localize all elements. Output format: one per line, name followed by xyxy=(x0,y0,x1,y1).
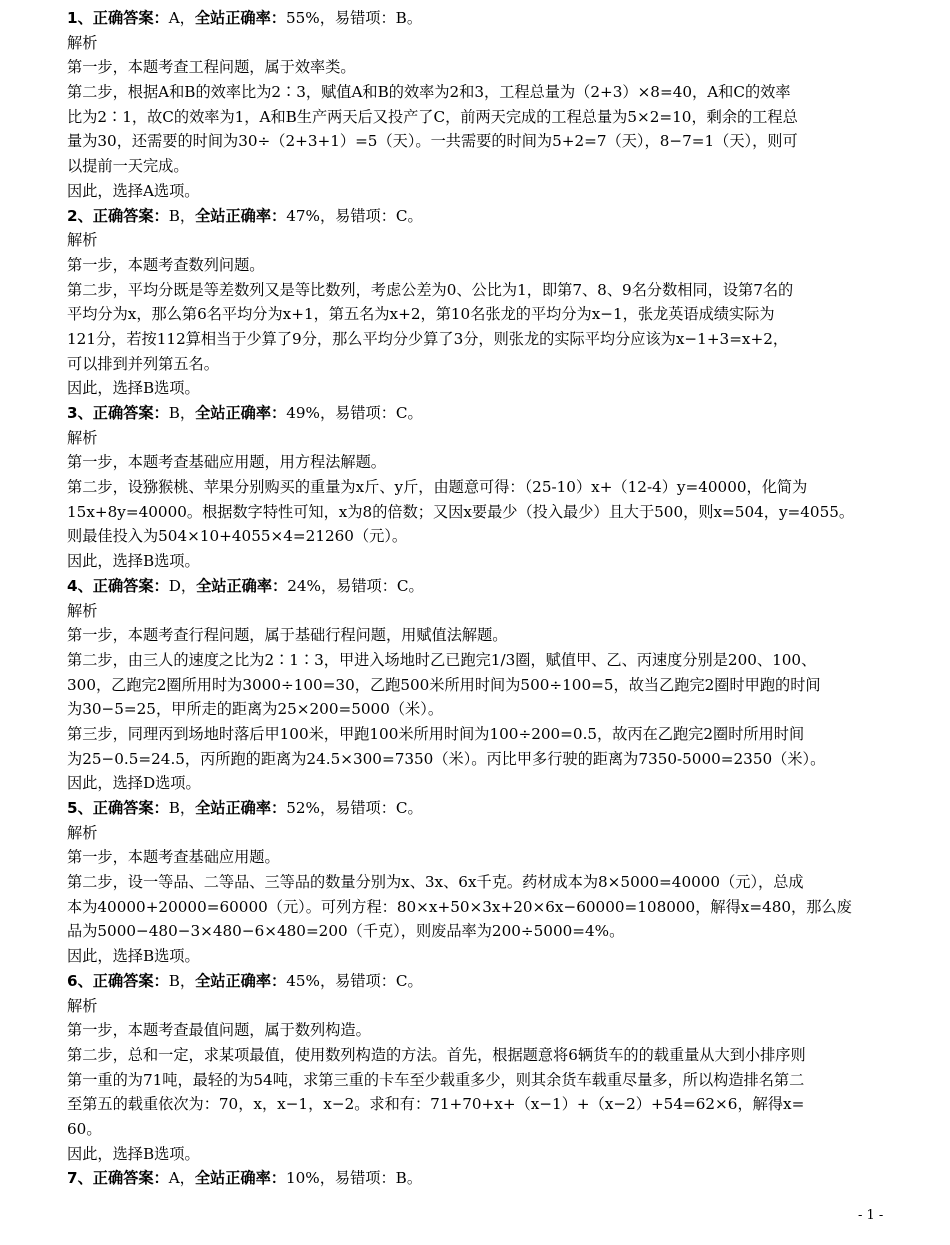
answer-header-label: 全站正确率： xyxy=(194,1169,286,1188)
explanation-line: 为25−0.5=24.5，丙所跑的距离为24.5×300=7350（米）。丙比甲多行驶的距离为7350-5000=2350（米）。 xyxy=(67,749,826,768)
explanation-line: 第二步，平均分既是等差数列又是等比数列，考虑公差为0、公比为1，即第7、8、9名分数相同，设第7名的 xyxy=(67,280,794,299)
answer-header-label: 5、正确答案： xyxy=(67,799,169,817)
explanation-line: 因此，选择B选项。 xyxy=(67,1144,200,1163)
answer-header-value: 45%，易错项：C。 xyxy=(286,971,423,990)
analysis-heading: 解析 xyxy=(67,33,98,52)
explanation-line: 则最佳投入为504×10+4055×4=21260（元）。 xyxy=(67,527,408,546)
analysis-heading: 解析 xyxy=(67,601,98,620)
answer-header-label: 1、正确答案： xyxy=(67,9,169,27)
analysis-heading: 解析 xyxy=(67,428,98,447)
answer-header-label: 2、正确答案： xyxy=(67,206,169,225)
explanation-line: 本为40000+20000=60000（元）。可列方程：80×x+50×3x+20×6x−60000=108000，解得x=480，那么废 xyxy=(67,897,852,916)
answer-header-label: 4、正确答案： xyxy=(67,576,169,595)
explanation-line: 因此，选择D选项。 xyxy=(67,774,201,793)
answer-header-value: B， xyxy=(168,404,196,422)
answer-header-value: 24%，易错项：C。 xyxy=(287,576,424,595)
answer-header xyxy=(67,204,885,229)
explanation-line: 第二步，设猕猴桃、苹果分别购买的重量为x斤、y斤，由题意可得：（25-10）x+（12-4）y=40000，化简为 xyxy=(67,478,808,497)
explanation-line: 第一重的为71吨，最轻的为54吨，求第三重的卡车至少载重多少，则其余货车载重尽量多，所以构造排名第二 xyxy=(67,1070,805,1089)
answer-header-value: B， xyxy=(168,799,196,817)
explanation-line: 121分，若按112算相当于少算了9分，那么平均分少算了3分，则张龙的实际平均分应该为x−1+3=x+2， xyxy=(67,329,789,348)
question-5 xyxy=(67,796,885,969)
answer-header xyxy=(67,401,885,426)
explanation-line: 以提前一天完成。 xyxy=(67,157,189,176)
answer-header-label: 全站正确率： xyxy=(195,206,287,225)
explanation-line: 至第五的载重依次为：70，x，x−1，x−2。求和有：71+70+x+（x−1）+（x−2）+54=62×6，解得x= xyxy=(67,1095,805,1114)
answer-header-value: 52%，易错项：C。 xyxy=(286,799,423,817)
explanation-line: 为30−5=25，甲所走的距离为25×200=5000（米）。 xyxy=(67,700,444,719)
document-body xyxy=(67,6,885,1191)
question-1 xyxy=(67,6,885,204)
answer-header-label: 6、正确答案： xyxy=(67,971,169,990)
answer-header-label: 全站正确率： xyxy=(195,971,287,990)
question-4 xyxy=(67,574,885,796)
explanation-line: 第一步，本题考查行程问题，属于基础行程问题，用赋值法解题。 xyxy=(67,626,508,645)
answer-header-value: 49%，易错项：C。 xyxy=(286,404,423,422)
answer-header-label: 全站正确率： xyxy=(195,799,287,817)
question-2 xyxy=(67,204,885,402)
question-6 xyxy=(67,969,885,1167)
answer-header-value: B， xyxy=(168,971,196,990)
analysis-heading: 解析 xyxy=(67,996,98,1015)
answer-header-value: 47%，易错项：C。 xyxy=(286,206,423,225)
answer-header xyxy=(67,969,885,994)
answer-header xyxy=(67,574,885,599)
explanation-line: 15x+8y=40000。根据数字特性可知，x为8的倍数；又因x要最少（投入最少）且大于500，则x=504，y=4055。 xyxy=(67,502,855,521)
explanation-line: 第一步，本题考查最值问题，属于数列构造。 xyxy=(67,1021,371,1040)
explanation-line: 可以排到并列第五名。 xyxy=(67,354,219,373)
question-3 xyxy=(67,401,885,574)
answer-header xyxy=(67,796,885,821)
answer-header xyxy=(67,1166,885,1191)
explanation-line: 因此，选择B选项。 xyxy=(67,552,200,571)
answer-header-label: 7、正确答案： xyxy=(67,1169,169,1188)
question-7 xyxy=(67,1166,885,1191)
explanation-line: 300，乙跑完2圈所用时为3000÷100=30，乙跑500米所用时间为500÷100=5，故当乙跑完2圈时甲跑的时间 xyxy=(67,675,821,694)
answer-header-value: D， xyxy=(168,576,197,595)
analysis-heading: 解析 xyxy=(67,823,98,842)
explanation-line: 第一步，本题考查工程问题，属于效率类。 xyxy=(67,58,356,77)
explanation-line: 比为2∶1，故C的效率为1，A和B生产两天后又投产了C，前两天完成的工程总量为5×2=10，剩余的工程总 xyxy=(67,107,798,126)
answer-header-label: 全站正确率： xyxy=(196,576,288,595)
explanation-line: 平均分为x，那么第6名平均分为x+1，第五名为x+2，第10名张龙的平均分为x−1，张龙英语成绩实际为 xyxy=(67,305,775,324)
explanation-line: 第二步，总和一定，求某项最值，使用数列构造的方法。首先，根据题意将6辆货车的的载重量从大到小排序则 xyxy=(67,1045,806,1064)
explanation-line: 第一步，本题考查基础应用题，用方程法解题。 xyxy=(67,453,386,472)
answer-header-value: B， xyxy=(168,206,196,225)
explanation-line: 因此，选择B选项。 xyxy=(67,947,200,966)
explanation-line: 因此，选择A选项。 xyxy=(67,181,200,200)
explanation-line: 第二步，由三人的速度之比为2∶1∶3，甲进入场地时乙已跑完1/3圈，赋值甲、乙、丙速度分别是200、100、 xyxy=(67,650,817,669)
explanation-line: 第一步，本题考查数列问题。 xyxy=(67,255,265,274)
explanation-line: 品为5000−480−3×480−6×480=200（千克），则废品率为200÷5000=4%。 xyxy=(67,922,625,941)
answer-header-value: 10%，易错项：B。 xyxy=(285,1169,423,1188)
explanation-line: 第三步，同理丙到场地时落后甲100米，甲跑100米所用时间为100÷200=0.5，故丙在乙跑完2圈时所用时间 xyxy=(67,724,805,743)
answer-header-value: A， xyxy=(168,1169,195,1188)
answer-header-label: 全站正确率： xyxy=(195,404,287,422)
answer-header-label: 3、正确答案： xyxy=(67,404,169,422)
answer-header-value: 55%，易错项：B。 xyxy=(285,9,423,27)
answer-header xyxy=(67,6,885,31)
explanation-line: 第一步，本题考查基础应用题。 xyxy=(67,848,280,867)
explanation-line: 第二步，根据A和B的效率比为2∶3，赋值A和B的效率为2和3，工程总量为（2+3）×8=40，A和C的效率 xyxy=(67,83,791,102)
answer-header-value: A， xyxy=(168,9,195,27)
answer-header-label: 全站正确率： xyxy=(194,9,286,27)
analysis-heading: 解析 xyxy=(67,231,98,250)
explanation-line: 60。 xyxy=(67,1119,102,1138)
explanation-line: 第二步，设一等品、二等品、三等品的数量分别为x、3x、6x千克。药材成本为8×5000=40000（元），总成 xyxy=(67,873,804,892)
explanation-line: 量为30，还需要的时间为30÷（2+3+1）=5（天）。一共需要的时间为5+2=7（天），8−7=1（天），则可 xyxy=(67,132,798,151)
page-number: - 1 - xyxy=(858,1208,884,1223)
explanation-line: 因此，选择B选项。 xyxy=(67,379,200,398)
